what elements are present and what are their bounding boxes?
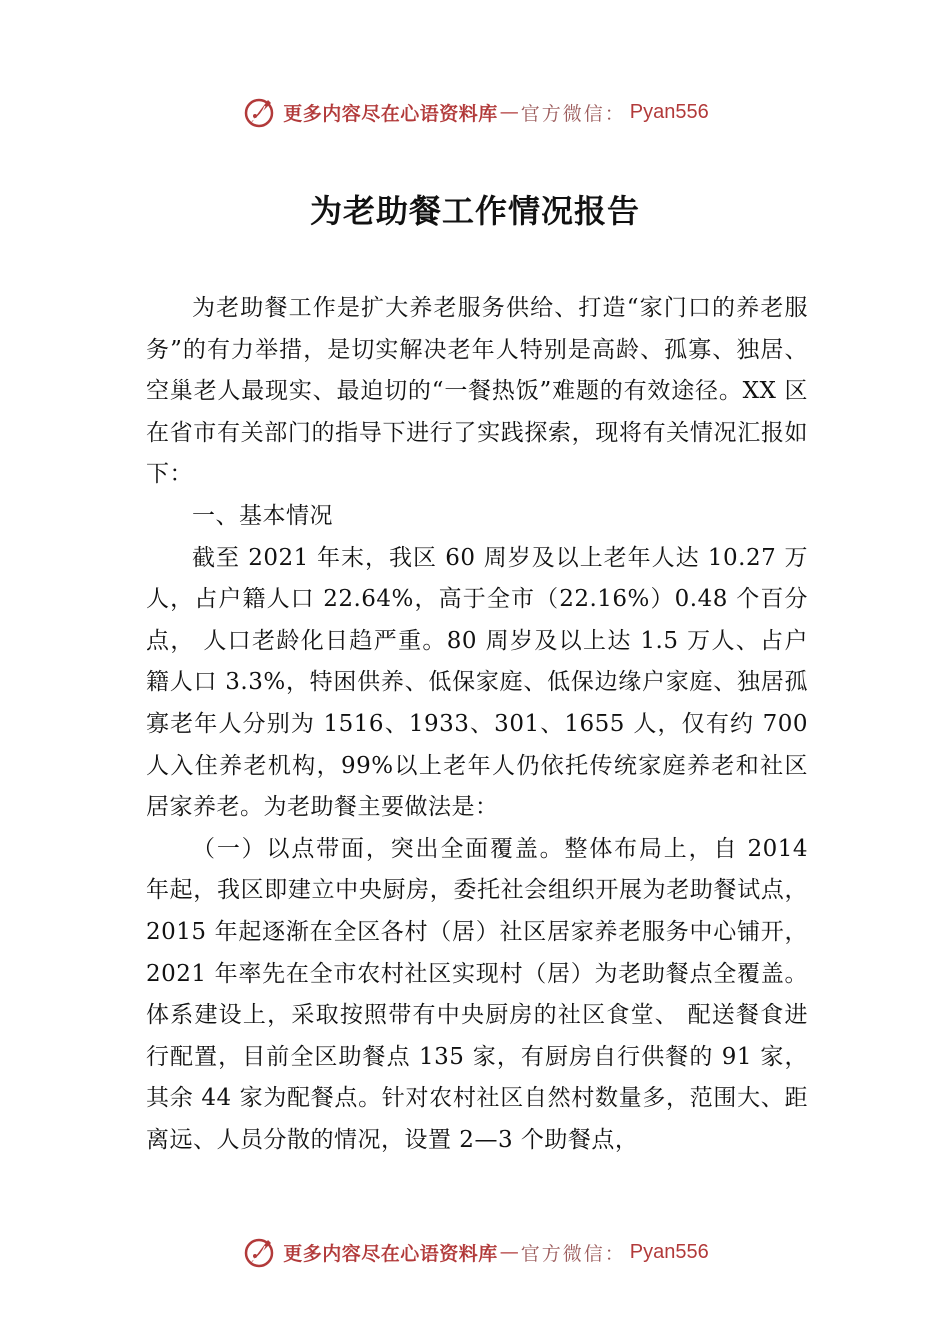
paragraph-intro: 为老助餐工作是扩大养老服务供给、打造“家门口的养老服务”的有力举措，是切实解决老年人特别是高龄、孤寡、独居、空巢老人最现实、最迫切的“一餐热饭”难题的有效途径。XX 区在省市有关部门的指导下进行了实践探索，现将有关情况汇报如下：	[146, 295, 808, 488]
watermark-text: 更多内容尽在心语资料库	[283, 1242, 498, 1265]
header-watermark	[0, 92, 950, 132]
footer-watermark	[0, 1232, 950, 1272]
document-body	[146, 288, 808, 1161]
watermark-wechat-id: Pyan556	[629, 1240, 709, 1263]
watermark-text: 更多内容尽在心语资料库	[283, 102, 498, 125]
watermark-dash: —	[499, 101, 519, 123]
quill-pen-logo-icon	[241, 94, 277, 130]
paragraph-coverage: （一）以点带面，突出全面覆盖。整体布局上，自 2014 年起，我区即建立中央厨房，委托社会组织开展为老助餐试点，2015 年起逐渐在全区各村（居）社区居家养老服务中心铺开，2021 年率先在全市农村社区实现村（居）为老助餐点全覆盖。体系建设上，采取按照带有中央厨房的社区食堂、 配送餐食进行配置，目前全区助餐点 135 家，有厨房自行供餐的 91 家，其余 44 家为配餐点。针对农村社区自然村数量多，范围大、距离远、人员分散的情况，设置 2—3 个助餐点，	[146, 835, 808, 1153]
section-heading-basic: 一、基本情况	[192, 502, 333, 529]
quill-pen-logo-icon	[241, 1234, 277, 1270]
document-title: 为老助餐工作情况报告	[309, 192, 640, 230]
watermark-wechat-label: 官方微信：	[520, 102, 626, 125]
watermark-wechat-id: Pyan556	[629, 100, 709, 123]
paragraph-statistics: 截至 2021 年末，我区 60 周岁及以上老年人达 10.27 万人，占户籍人口 22.64%，高于全市（22.16%）0.48 个百分点， 人口老龄化日趋严重。80 周岁及以上达 1.5 万人、占户籍人口 3.3%，特困供养、低保家庭、低保边缘户家庭、独居孤寡老年人分别为 1516、1933、301、1655 人，仅有约 700 人入住养老机构，99%以上老年人仍依托传统家庭养老和社区居家养老。为老助餐主要做法是：	[146, 544, 808, 821]
watermark-dash: —	[499, 1241, 519, 1263]
watermark-wechat-label: 官方微信：	[520, 1242, 626, 1265]
